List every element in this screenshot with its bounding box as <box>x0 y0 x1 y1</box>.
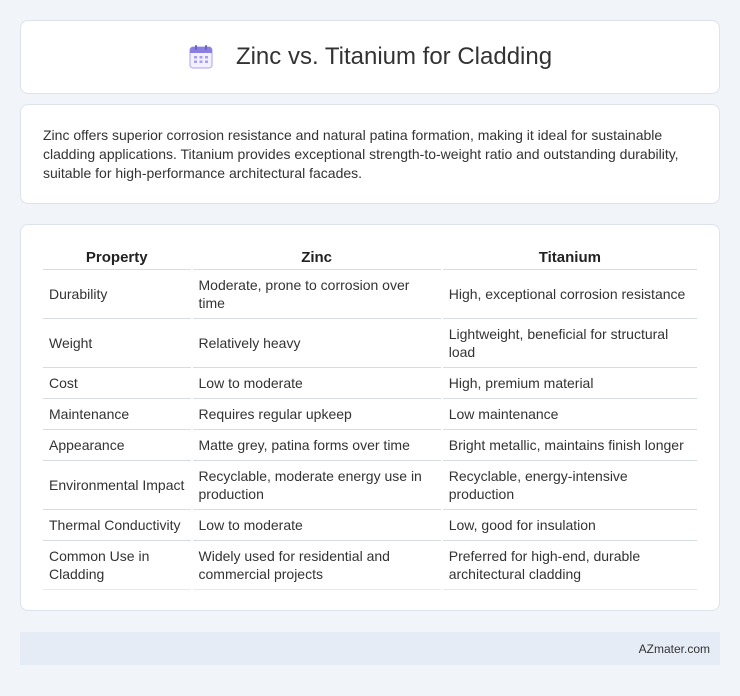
titanium-cell: Bright metallic, maintains finish longer <box>443 430 697 461</box>
titanium-cell: Low maintenance <box>443 399 697 430</box>
property-cell: Appearance <box>43 430 191 461</box>
table-row <box>43 399 697 430</box>
property-cell: Durability <box>43 270 191 319</box>
intro-text: Zinc offers superior corrosion resistance and natural patina formation, making it ideal for sustainable cladding applications. Titanium provides exceptional strength-to-weight ratio and outstanding durability, suitable for high-performance architectural facades. <box>43 127 679 181</box>
footer-source: AZmater.com <box>638 641 710 656</box>
titanium-cell: Preferred for high-end, durable architectural cladding <box>443 541 697 590</box>
comparison-table <box>41 247 699 590</box>
property-cell: Cost <box>43 368 191 399</box>
zinc-cell: Low to moderate <box>193 510 441 541</box>
title-card <box>20 20 720 94</box>
zinc-cell: Relatively heavy <box>193 319 441 368</box>
property-cell: Weight <box>43 319 191 368</box>
calendar-icon <box>188 44 214 70</box>
header-property: Property <box>43 247 191 270</box>
table-row <box>43 510 697 541</box>
zinc-cell: Recyclable, moderate energy use in production <box>193 461 441 510</box>
comparison-table-card <box>20 224 720 611</box>
table-row <box>43 430 697 461</box>
table-row <box>43 461 697 510</box>
footer <box>20 632 720 665</box>
titanium-cell: Lightweight, beneficial for structural load <box>443 319 697 368</box>
table-row <box>43 270 697 319</box>
property-cell: Thermal Conductivity <box>43 510 191 541</box>
zinc-cell: Moderate, prone to corrosion over time <box>193 270 441 319</box>
property-cell: Environmental Impact <box>43 461 191 510</box>
titanium-cell: Recyclable, energy-intensive production <box>443 461 697 510</box>
table-header-row <box>43 247 697 270</box>
table-row <box>43 541 697 590</box>
zinc-cell: Requires regular upkeep <box>193 399 441 430</box>
titanium-cell: High, premium material <box>443 368 697 399</box>
zinc-cell: Widely used for residential and commercial projects <box>193 541 441 590</box>
property-cell: Maintenance <box>43 399 191 430</box>
table-row <box>43 319 697 368</box>
titanium-cell: High, exceptional corrosion resistance <box>443 270 697 319</box>
zinc-cell: Low to moderate <box>193 368 441 399</box>
table-row <box>43 368 697 399</box>
page-title: Zinc vs. Titanium for Cladding <box>235 43 553 70</box>
header-titanium: Titanium <box>443 247 697 270</box>
zinc-cell: Matte grey, patina forms over time <box>193 430 441 461</box>
header-zinc: Zinc <box>193 247 441 270</box>
intro-card <box>20 104 720 204</box>
titanium-cell: Low, good for insulation <box>443 510 697 541</box>
property-cell: Common Use in Cladding <box>43 541 191 590</box>
